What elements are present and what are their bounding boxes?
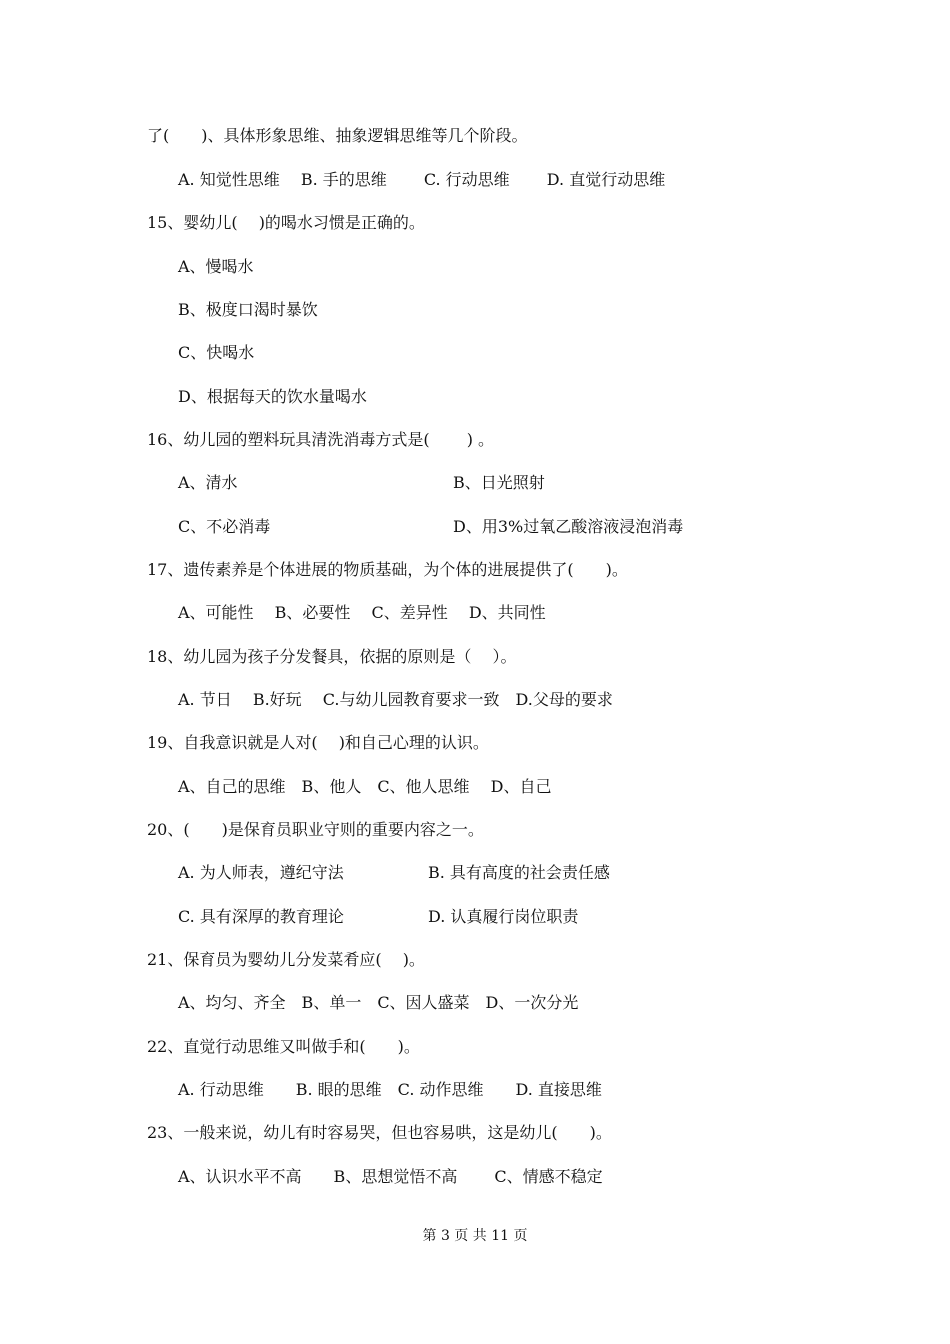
question-21-options: A、均匀、齐全 B、单一 C、因人盛菜 D、一次分光	[178, 993, 579, 1012]
question-16-option-a: A、清水	[178, 473, 238, 492]
question-20-option-c: C. 具有深厚的教育理论	[178, 907, 344, 926]
page-footer: 第 3 页 共 11 页	[422, 1228, 528, 1244]
question-14-options: A. 知觉性思维 B. 手的思维 C. 行动思维 D. 直觉行动思维	[178, 170, 666, 189]
question-20-option-b: B. 具有高度的社会责任感	[428, 863, 610, 882]
question-15-option-b: B、极度口渴时暴饮	[178, 300, 318, 319]
question-15: 15、婴幼儿( )的喝水习惯是正确的。	[147, 213, 425, 232]
question-20: 20、( )是保育员职业守则的重要内容之一。	[147, 820, 484, 839]
question-21: 21、保育员为婴幼儿分发菜肴应( )。	[147, 950, 425, 969]
question-14-continuation: 了( )、具体形象思维、抽象逻辑思维等几个阶段。	[147, 126, 528, 145]
question-19-options: A、自己的思维 B、他人 C、他人思维 D、自己	[178, 777, 552, 796]
question-15-option-a: A、慢喝水	[178, 257, 254, 276]
question-16: 16、幼儿园的塑料玩具清洗消毒方式是( ) 。	[147, 430, 495, 449]
question-23: 23、一般来说，幼儿有时容易哭，但也容易哄，这是幼儿( )。	[147, 1123, 612, 1142]
question-23-options: A、认识水平不高 B、思想觉悟不高 C、情感不稳定	[178, 1167, 603, 1186]
question-16-option-d: D、用3%过氧乙酸溶液浸泡消毒	[453, 517, 684, 536]
question-17-options: A、可能性 B、必要性 C、差异性 D、共同性	[178, 603, 546, 622]
question-18: 18、幼儿园为孩子分发餐具，依据的原则是（ ）。	[147, 647, 517, 666]
question-18-options: A. 节日 B.好玩 C.与幼儿园教育要求一致 D.父母的要求	[178, 690, 613, 709]
question-20-option-a: A. 为人师表，遵纪守法	[178, 863, 344, 882]
question-20-option-d: D. 认真履行岗位职责	[428, 907, 579, 926]
question-22: 22、直觉行动思维又叫做手和( )。	[147, 1037, 420, 1056]
question-16-option-b: B、日光照射	[453, 473, 545, 492]
question-15-option-c: C、快喝水	[178, 343, 255, 362]
question-17: 17、遗传素养是个体进展的物质基础，为个体的进展提供了( )。	[147, 560, 628, 579]
question-15-option-d: D、根据每天的饮水量喝水	[178, 387, 367, 406]
question-16-option-c: C、不必消毒	[178, 517, 271, 536]
question-22-options: A. 行动思维 B. 眼的思维 C. 动作思维 D. 直接思维	[178, 1080, 602, 1099]
question-19: 19、自我意识就是人对( )和自己心理的认识。	[147, 733, 489, 752]
